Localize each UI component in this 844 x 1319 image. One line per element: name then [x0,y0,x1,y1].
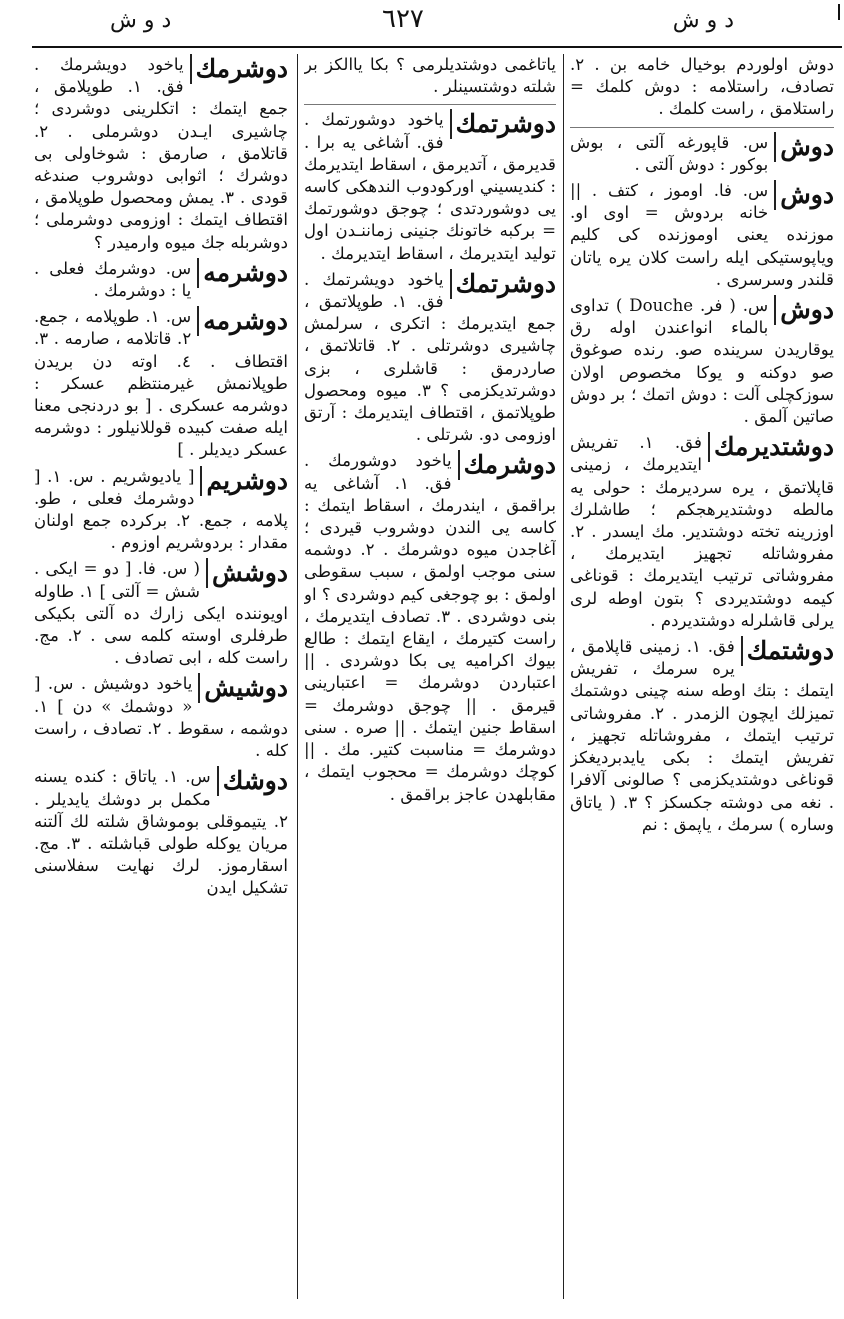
dictionary-entry [34,766,288,899]
entry-definition: س. ١. طوپلامه ، جمع. ٢. قاتلامه ، صارمه . ٣. اقتطاف . ٤. اوته دن بريدن طوپلانمش غيرمنتظم عسكر : دوشرمه عسكرى . [ بو دردنجى معنا ايله صفت كبيده قوللانيلور : دوشرمه عسكر ديديلر . ] [34,307,288,460]
headword: دوشرتمك [450,109,556,139]
column-left [34,54,288,1294]
entry-definition: ( س. فا. [ دو = ايكى . شش = آلتى ] ١. طاوله اويوننده ايكى زارك ده آلتى بكيكى طرفلرى اوسته كلمه سى . ٢. مج. راست كله ، ابى تصادف . [34,559,288,668]
header-rule [32,46,842,48]
entry-definition: ياخود دويشرتمك . فق. ١. طوپلاتمق ، جمع ايتديرمك : اتكرى ، سرلمش چاشيرى دوشرتلى . ٢. قاتلاتمق ، صاردرمق : قاشلرى ، بزى دوشرتديكزمى ؟ ٣. ميوه ومحصول طوپلاتمق ، اقتطاف ايتديرمك : آرتق اوزومى دو. شرتلى . [304,269,556,445]
dictionary-entry [570,432,834,632]
entry-definition: ياخود دويشرمك . فق. ١. طوپلامق ، جمع ايتمك : اتكلرينى دوشردى ؛ چاشيرى ايـدن دوشرملى . ٢. قاتلامق ، صارمق : شوخاولى بى دوشرك ؛ اثوابى دوشروب صندغه قودى . ٣. يمش ومحصول طوپلامق ، اقتطاف ايتمك : اوزومى دوشرملى ؛ دوشربله جك ميوه وارميدر ؟ [34,55,288,252]
entry-definition: س. قاپورغه آلتى ، بوش بوكور : دوش آلتى . [570,132,769,174]
dictionary-entry [34,306,288,461]
dictionary-entry [570,54,834,121]
dictionary-entry [570,132,834,176]
entry-definition: دوش اولوردم بوخيال خامه بن . ٢. تصادف، راستلامه : دوش كلمك = راستلامق ، راست كلمك . [570,55,834,119]
entry-definition: س. فا. اوموز ، كتف . || خانه بردوش = اوى او. موزنده يعنى اوموزنده كى كليم وياپوستيكى ايله راست كلان يره ياتان قلندر وسرسرى . [570,181,834,289]
entry-definition: ياخود دوشيش . س. [ « دوشمك » دن ] ١. دوشمه ، سقوط . ٢. تصادف ، راست كله . [34,674,288,761]
dictionary-entry [304,109,556,264]
dictionary-entry [34,258,288,302]
dictionary-entry [304,269,556,447]
entry-separator [304,104,556,105]
headword: دوشتمك [741,636,834,666]
column-right [570,54,834,1294]
entry-definition: س. دوشرمك فعلى . يا : دوشرمك . [34,258,192,301]
page-number: ٦٢٧ [382,4,424,34]
headword: دوشريم [200,466,288,496]
dictionary-entry [304,54,556,98]
running-head-left: د و ش [110,8,172,33]
headword: دوشش [206,558,288,588]
entry-definition: ياخود دوشورتمك . فق. آشاغى يه برا . قديرمق ، آتديرمق ، اسقاط ايتديرمك : كنديسيني اوركودوب الندهكى كاسه يى دوشوردتدى ؛ چوجق دوشورتمك = بركبه خاتونك جنينى زماننـدن اول توليد ايتديرمك ، اسقاط ايتديرمك . [304,110,556,263]
headword: دوشرمك [458,450,556,480]
headword: دوش [774,132,834,162]
headword: دوشك [217,766,288,796]
headword: دوشرمك [190,54,288,84]
dictionary-entry [34,673,288,762]
dictionary-entry [304,450,556,805]
column-divider [297,54,298,1299]
dictionary-entry [34,54,288,254]
headword: دوش [774,180,834,210]
dictionary-entry [570,180,834,291]
dictionary-entry [570,636,834,836]
entry-definition: فق. ١. زمينى قاپلامق ، يره سرمك ، تفريش ايتمك : بتك اوطه سنه چينى دوشتمك تميزلك ايچون الزمدر . ٢. مفروشاتى ترتيب ايتمك ، مفروشاتله تجهيز ، تفريش ايتمك : بكى يايدبرديغكز قوناغى دوشتديكزمى ؟ صالونى آلافرا . نغه مى دوشته جكسكز ؟ ٣. ( ياتاق وساره ) سرمك ، ياپمق : نم [570,637,834,834]
column-middle [304,54,556,1294]
headword: دوشيش [198,673,288,703]
headword: دوش [774,295,834,325]
entry-definition: ياخود دوشورمك . فق. ١. آشاغى يه براقمق ، ايندرمك ، اسقاط ايتمك : كاسه يى الندن دوشروب قيردى ؛ آغاجدن ميوه دوشرمك . ٢. دوشمه سنى موجب اولمق ، سبب سقوطى اولمق : بو چوجغى كيم دوشردى ؟ او بنى دوشردى . ٣. تصادف ايتديرمك ، راست كتيرمك ، ايقاع ايتمك : طالع بيوك اكراميه يى بكا دوشردى . || اعتباردن دوشرمك = اعتبارينى قيرمق . || چوجق دوشرمك = اسقاط جنين ايتمك . || صره . سنى دوشرمك = مناسبت كتير. مك . || كوچك دوشرمك = محجوب ايتمك ، مقابلهدن عاجز براقمق . [304,451,556,804]
entry-definition: س. ١. ياتاق : كنده يسنه مكمل بر دوشك يايديلر . ٢. يتيموقلى بوموشاق شلته لك آلتنه مريان يوكله طولى قباشلته . ٣. مج. اسقارموز. لرك نهايت سفلاسنى تشكيل ايدن [34,767,288,898]
dictionary-entry [34,466,288,555]
entry-definition: [ ياديوشريم . س. ١. [ دوشرمك فعلى ، طو. پلامه ، جمع. ٢. بركرده جمع اولنان مقدار : بردوشريم اوزوم . [34,466,288,553]
entry-definition: فق. ١. تفريش ايتديرمك ، زمينى قاپلاتمق ، يره سرديرمك : حولى يه مالطه دوشتديرهجكم ؛ طاشلرك اوزرينه تخته دوشتدير. مك ايسدر . ٢. مفروشاتله تجهيز ايتديرمك ، مفروشاتى ترتيب ايتديرمك : قوناغى كيمه دوشتديردى ؟ بتون اوطه لرى يرلى قاشلرله دوشتديردم . [570,433,834,630]
page-header [0,0,844,44]
entry-separator [570,127,834,128]
entry-definition: س. ( فر. Douche ) تداوى بالماء انواعندن اوله رق يوقاريدن سرينده صو. رنده صوغوق صو دوكنه و يوكا مخصوص اولان سوزكچلى آلت : دوش اتمك ؛ بر دوش صاتين آلمق . [570,296,834,427]
dictionary-entry [34,558,288,669]
entry-definition: ياتاغمى دوشتديلرمى ؟ بكا ياالكز بر شلته دوشتسينلر . [304,55,556,97]
dictionary-entry [570,295,834,428]
running-head-right: د و ش [672,8,734,33]
column-divider [563,54,564,1299]
headword: دوشتديرمك [708,432,834,462]
headword: دوشرمه [197,306,288,336]
headword: دوشرتمك [450,269,556,299]
page-edge-mark [838,4,840,20]
headword: دوشرمه [197,258,288,288]
